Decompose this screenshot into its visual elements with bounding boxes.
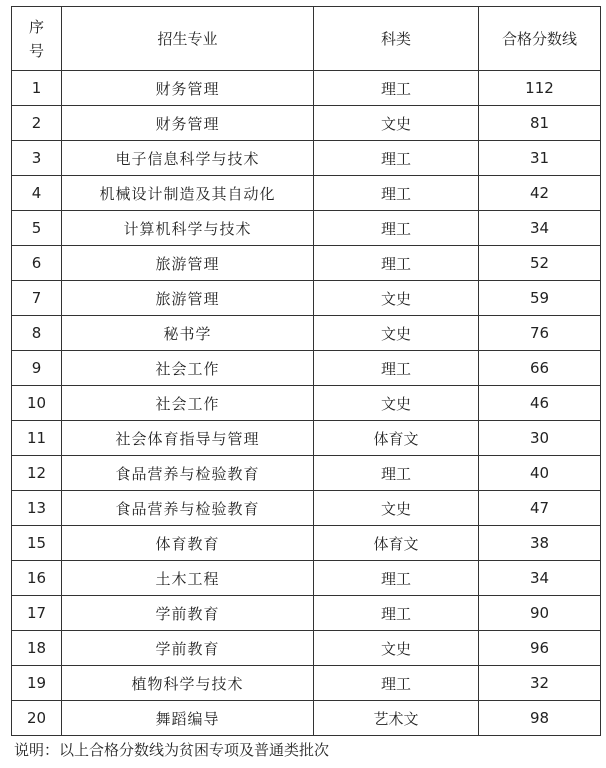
index-cell: 11 xyxy=(12,421,62,456)
table-row xyxy=(12,701,601,736)
major-cell: 社会体育指导与管理 xyxy=(62,421,314,456)
table-row xyxy=(12,596,601,631)
major-cell: 秘书学 xyxy=(62,316,314,351)
major-cell: 食品营养与检验教育 xyxy=(62,491,314,526)
table-row xyxy=(12,491,601,526)
category-cell: 文史 xyxy=(314,386,479,421)
category-cell: 艺术文 xyxy=(314,701,479,736)
score-cell: 38 xyxy=(479,526,601,561)
index-cell: 2 xyxy=(12,106,62,141)
table-row xyxy=(12,141,601,176)
major-header: 招生专业 xyxy=(62,7,314,71)
score-table xyxy=(11,6,601,736)
category-cell: 理工 xyxy=(314,176,479,211)
table-row xyxy=(12,106,601,141)
category-cell: 文史 xyxy=(314,491,479,526)
major-cell: 电子信息科学与技术 xyxy=(62,141,314,176)
score-cell: 40 xyxy=(479,456,601,491)
table-row xyxy=(12,71,601,106)
category-header: 科类 xyxy=(314,7,479,71)
table-row xyxy=(12,421,601,456)
table-row xyxy=(12,456,601,491)
category-cell: 理工 xyxy=(314,141,479,176)
index-cell: 7 xyxy=(12,281,62,316)
major-cell: 学前教育 xyxy=(62,631,314,666)
major-cell: 旅游管理 xyxy=(62,281,314,316)
score-cell: 47 xyxy=(479,491,601,526)
index-cell: 18 xyxy=(12,631,62,666)
index-cell: 10 xyxy=(12,386,62,421)
category-cell: 理工 xyxy=(314,456,479,491)
major-cell: 土木工程 xyxy=(62,561,314,596)
table-row xyxy=(12,386,601,421)
table-row xyxy=(12,246,601,281)
category-cell: 理工 xyxy=(314,211,479,246)
score-cell: 90 xyxy=(479,596,601,631)
index-header-line2: 号 xyxy=(28,41,44,60)
table-header-row xyxy=(12,7,601,71)
score-cell: 46 xyxy=(479,386,601,421)
category-cell: 文史 xyxy=(314,316,479,351)
score-cell: 96 xyxy=(479,631,601,666)
major-cell: 社会工作 xyxy=(62,386,314,421)
category-cell: 文史 xyxy=(314,631,479,666)
score-cell: 66 xyxy=(479,351,601,386)
category-cell: 理工 xyxy=(314,246,479,281)
index-cell: 8 xyxy=(12,316,62,351)
index-cell: 16 xyxy=(12,561,62,596)
category-cell: 理工 xyxy=(314,596,479,631)
score-header: 合格分数线 xyxy=(479,7,601,71)
score-cell: 30 xyxy=(479,421,601,456)
table-row xyxy=(12,316,601,351)
table-row xyxy=(12,561,601,596)
major-cell: 食品营养与检验教育 xyxy=(62,456,314,491)
major-cell: 舞蹈编导 xyxy=(62,701,314,736)
score-cell: 59 xyxy=(479,281,601,316)
index-cell: 1 xyxy=(12,71,62,106)
footnote: 说明：以上合格分数线为贫困专项及普通类批次 xyxy=(14,741,330,759)
major-cell: 机械设计制造及其自动化 xyxy=(62,176,314,211)
index-header-line1: 序 xyxy=(28,17,44,36)
major-cell: 计算机科学与技术 xyxy=(62,211,314,246)
major-cell: 学前教育 xyxy=(62,596,314,631)
score-cell: 31 xyxy=(479,141,601,176)
index-cell: 9 xyxy=(12,351,62,386)
score-cell: 34 xyxy=(479,211,601,246)
category-cell: 理工 xyxy=(314,351,479,386)
major-cell: 社会工作 xyxy=(62,351,314,386)
index-cell: 19 xyxy=(12,666,62,701)
table-body xyxy=(12,71,601,736)
index-cell: 3 xyxy=(12,141,62,176)
score-cell: 42 xyxy=(479,176,601,211)
major-cell: 财务管理 xyxy=(62,71,314,106)
table-row xyxy=(12,526,601,561)
category-cell: 文史 xyxy=(314,106,479,141)
score-cell: 81 xyxy=(479,106,601,141)
category-cell: 体育文 xyxy=(314,421,479,456)
major-cell: 旅游管理 xyxy=(62,246,314,281)
major-cell: 财务管理 xyxy=(62,106,314,141)
table-row xyxy=(12,281,601,316)
score-cell: 32 xyxy=(479,666,601,701)
index-cell: 17 xyxy=(12,596,62,631)
index-cell: 12 xyxy=(12,456,62,491)
category-cell: 体育文 xyxy=(314,526,479,561)
index-header xyxy=(12,7,62,71)
table-row xyxy=(12,351,601,386)
category-cell: 文史 xyxy=(314,281,479,316)
major-cell: 植物科学与技术 xyxy=(62,666,314,701)
table-row xyxy=(12,666,601,701)
table-row xyxy=(12,631,601,666)
index-cell: 20 xyxy=(12,701,62,736)
index-cell: 13 xyxy=(12,491,62,526)
major-cell: 体育教育 xyxy=(62,526,314,561)
category-cell: 理工 xyxy=(314,71,479,106)
index-cell: 6 xyxy=(12,246,62,281)
index-cell: 5 xyxy=(12,211,62,246)
score-cell: 34 xyxy=(479,561,601,596)
score-cell: 52 xyxy=(479,246,601,281)
index-cell: 15 xyxy=(12,526,62,561)
category-cell: 理工 xyxy=(314,666,479,701)
score-cell: 98 xyxy=(479,701,601,736)
score-cell: 76 xyxy=(479,316,601,351)
table-row xyxy=(12,176,601,211)
score-cell: 112 xyxy=(479,71,601,106)
category-cell: 理工 xyxy=(314,561,479,596)
table-row xyxy=(12,211,601,246)
index-cell: 4 xyxy=(12,176,62,211)
